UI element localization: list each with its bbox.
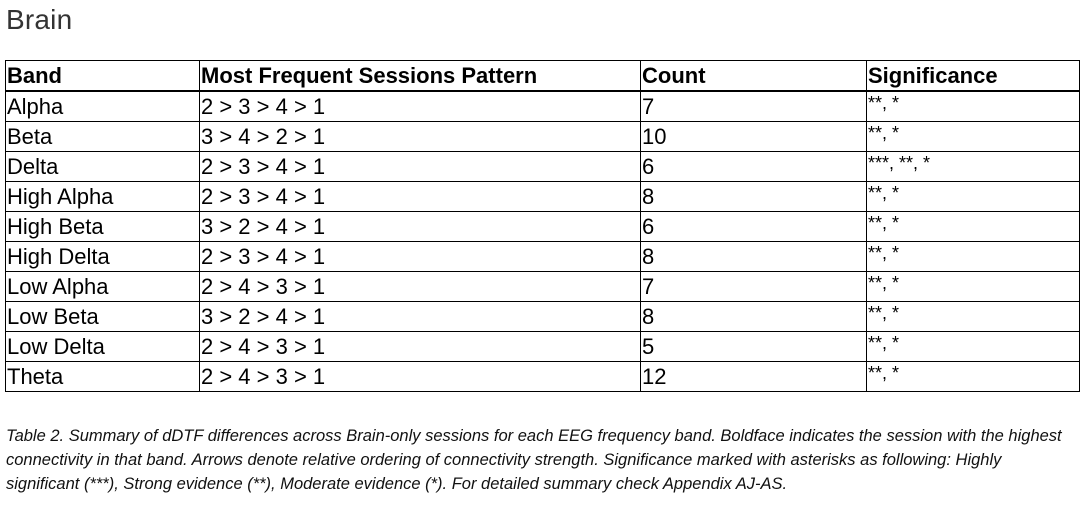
cell-significance: **, * [867, 182, 1080, 212]
table-row [6, 362, 1080, 392]
cell-significance: **, * [867, 362, 1080, 392]
cell-band: Low Beta [6, 302, 200, 332]
cell-pattern: 3 > 2 > 4 > 1 [200, 302, 641, 332]
table-caption: Table 2. Summary of dDTF differences across Brain-only sessions for each EEG frequency band. Boldface indicates the session with the highest connectivity in that band. Arrows denote relative ordering of connectivity strength. Significance marked with asterisks as following: Highly significant (***), Strong evidence (**), Moderate evidence (*). For detailed summary check Appendix AJ-AS. [6, 427, 1062, 493]
table-row [6, 182, 1080, 212]
cell-count: 8 [641, 302, 867, 332]
cell-count: 7 [641, 272, 867, 302]
summary-table [5, 60, 1080, 392]
cell-pattern: 2 > 3 > 4 > 1 [200, 91, 641, 122]
cell-band: Theta [6, 362, 200, 392]
cell-band: High Delta [6, 242, 200, 272]
cell-count: 8 [641, 242, 867, 272]
cell-pattern: 2 > 3 > 4 > 1 [200, 242, 641, 272]
cell-pattern: 2 > 4 > 3 > 1 [200, 362, 641, 392]
cell-pattern: 2 > 3 > 4 > 1 [200, 182, 641, 212]
header-significance: Significance [867, 61, 1080, 92]
header-pattern: Most Frequent Sessions Pattern [200, 61, 641, 92]
cell-pattern: 2 > 4 > 3 > 1 [200, 332, 641, 362]
cell-band: Low Delta [6, 332, 200, 362]
cell-significance: **, * [867, 272, 1080, 302]
cell-count: 7 [641, 91, 867, 122]
cell-significance: **, * [867, 242, 1080, 272]
cell-band: Alpha [6, 91, 200, 122]
cell-count: 6 [641, 212, 867, 242]
cell-count: 10 [641, 122, 867, 152]
table-row [6, 242, 1080, 272]
cell-significance: **, * [867, 332, 1080, 362]
cell-band: Low Alpha [6, 272, 200, 302]
cell-count: 12 [641, 362, 867, 392]
cell-count: 8 [641, 182, 867, 212]
table-row [6, 212, 1080, 242]
cell-band: High Beta [6, 212, 200, 242]
table-row [6, 91, 1080, 122]
cell-significance: **, * [867, 302, 1080, 332]
cell-significance: ***, **, * [867, 152, 1080, 182]
table-row [6, 152, 1080, 182]
cell-pattern: 3 > 4 > 2 > 1 [200, 122, 641, 152]
cell-significance: **, * [867, 91, 1080, 122]
header-band: Band [6, 61, 200, 92]
table-row [6, 302, 1080, 332]
cell-significance: **, * [867, 122, 1080, 152]
cell-band: High Alpha [6, 182, 200, 212]
table-row [6, 122, 1080, 152]
cell-pattern: 3 > 2 > 4 > 1 [200, 212, 641, 242]
cell-significance: **, * [867, 212, 1080, 242]
table-header-row [6, 61, 1080, 92]
cell-count: 5 [641, 332, 867, 362]
cell-band: Beta [6, 122, 200, 152]
cell-band: Delta [6, 152, 200, 182]
table-row [6, 332, 1080, 362]
header-count: Count [641, 61, 867, 92]
table-row [6, 272, 1080, 302]
section-title: Brain [6, 4, 73, 35]
cell-count: 6 [641, 152, 867, 182]
cell-pattern: 2 > 3 > 4 > 1 [200, 152, 641, 182]
cell-pattern: 2 > 4 > 3 > 1 [200, 272, 641, 302]
